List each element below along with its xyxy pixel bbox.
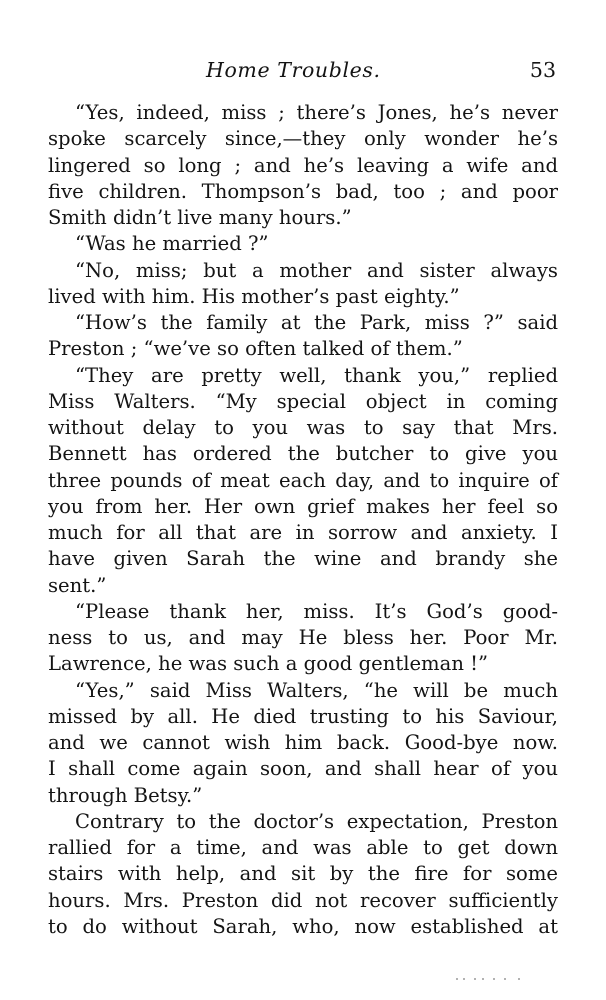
text-line: five children. Thompson’s bad, too ; and poor: [48, 179, 558, 203]
page-number: 53: [529, 58, 556, 82]
text-line: missed by all. He died trusting to his Saviour,: [48, 704, 558, 728]
text-line: and we cannot wish him back. Good-bye now.: [48, 731, 558, 754]
text-line: have given Sarah the wine and brandy she: [48, 547, 558, 571]
text-line: sent.”: [48, 573, 107, 597]
text-line: “No, miss; but a mother and sister always: [75, 258, 558, 282]
text-line: “Yes, indeed, miss ; there’s Jones, he’s never: [75, 101, 558, 124]
text-line: you from her. Her own grief makes her feel so: [48, 494, 558, 518]
text-line: Smith didn’t live many hours.”: [48, 206, 352, 229]
text-line: through Betsy.”: [48, 783, 203, 807]
text-line: to do without Sarah, who, now established at: [48, 914, 558, 938]
text-line: rallied for a time, and was able to get down: [48, 836, 558, 859]
text-line: Contrary to the doctor’s expectation, Preston: [75, 809, 558, 833]
text-line: Preston ; “we’ve so often talked of them.”: [48, 337, 463, 361]
text-line: three pounds of meat each day, and to inquire of: [48, 468, 558, 492]
text-line: “Was he married ?”: [75, 232, 269, 256]
running-head: Home Troubles.: [206, 58, 381, 82]
text-line: “They are pretty well, thank you,” replied: [75, 363, 558, 387]
page-header: [48, 58, 558, 92]
text-line: stairs with help, and sit by the fire for some: [48, 862, 558, 886]
text-line: Miss Walters. “My special object in coming: [48, 389, 558, 413]
text-line: without delay to you was to say that Mrs.: [48, 416, 558, 439]
printer-mark: [452, 978, 528, 982]
text-line: lingered so long ; and he’s leaving a wife and: [48, 153, 558, 177]
text-line: “How’s the family at the Park, miss ?” said: [75, 311, 558, 334]
text-line: lived with him. His mother’s past eighty.”: [48, 284, 460, 308]
text-line: Bennett has ordered the butcher to give you: [48, 442, 558, 466]
text-line: hours. Mrs. Preston did not recover sufficiently: [48, 888, 558, 912]
text-line: ness to us, and may He bless her. Poor Mr.: [48, 626, 558, 649]
body-text: [48, 100, 558, 940]
text-line: Lawrence, he was such a good gentleman !”: [48, 652, 489, 676]
text-line: “Yes,” said Miss Walters, “he will be much: [75, 678, 558, 702]
text-line: “Please thank her, miss. It’s God’s good-: [75, 599, 558, 623]
text-line: spoke scarcely since,—they only wonder he’s: [48, 127, 558, 151]
text-line: much for all that are in sorrow and anxiety. I: [48, 521, 558, 544]
text-line: I shall come again soon, and shall hear of you: [48, 757, 558, 781]
